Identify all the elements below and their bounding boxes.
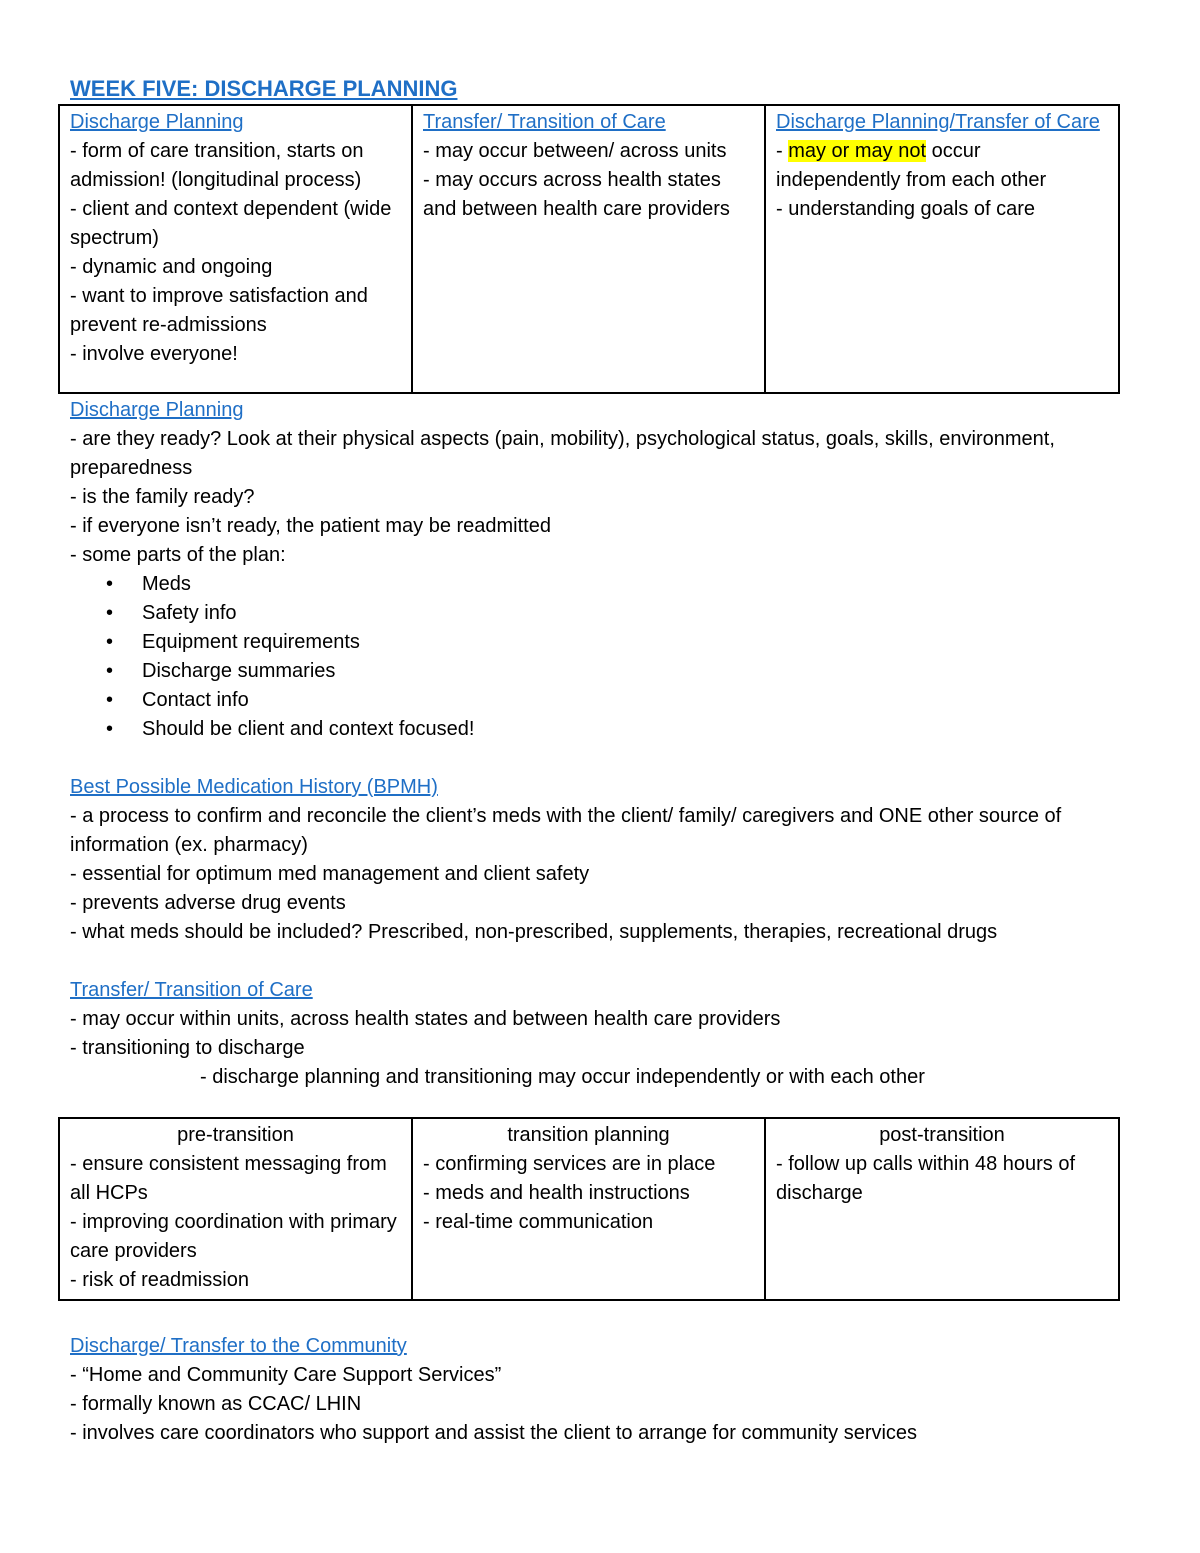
list-item-text: Equipment requirements (142, 631, 360, 653)
bullet-icon: • (106, 660, 114, 682)
list-item-text: Contact info (142, 689, 249, 711)
section-heading-discharge-planning: Discharge Planning (70, 399, 244, 421)
section-line: - essential for optimum med management and client safety (70, 863, 590, 885)
cell-line: - improving coordination with primary care providers (70, 1211, 397, 1262)
overview-cell-discharge-transfer (765, 105, 1119, 393)
plan-parts-list (70, 570, 1130, 744)
cell-heading: Transfer/ Transition of Care (423, 111, 666, 133)
list-item-text: Should be client and context focused! (142, 718, 475, 740)
phase-cell-pre-transition (59, 1118, 412, 1300)
section-heading-community: Discharge/ Transfer to the Community (70, 1335, 407, 1357)
cell-line: - risk of readmission (70, 1269, 249, 1291)
cell-line: - understanding goals of care (776, 198, 1036, 220)
bullet-icon: • (106, 573, 114, 595)
section-heading-transfer: Transfer/ Transition of Care (70, 979, 313, 1001)
overview-table (58, 104, 1120, 394)
section-line: - are they ready? Look at their physical aspects (pain, mobility), psychological status, goals, skills, environment, preparedness (70, 428, 1055, 479)
cell-heading: Discharge Planning (70, 111, 244, 133)
bullet-icon: • (106, 631, 114, 653)
cell-line: - may occur between/ across units (423, 140, 727, 162)
cell-line: - confirming services are in place (423, 1153, 716, 1175)
transition-phases-table (58, 1117, 1120, 1301)
line-prefix: - (776, 140, 789, 162)
community-section (70, 1332, 1130, 1448)
section-line: - some parts of the plan: (70, 544, 286, 566)
bullet-icon: • (106, 689, 114, 711)
cell-line: - want to improve satisfaction and prevent re-admissions (70, 285, 368, 336)
cell-heading: pre-transition (177, 1124, 294, 1146)
section-line: - formally known as CCAC/ LHIN (70, 1393, 362, 1415)
bpmh-section (70, 773, 1130, 947)
section-line-indented: - discharge planning and transitioning may occur independently or with each other (200, 1066, 925, 1088)
section-line: - may occur within units, across health states and between health care providers (70, 1008, 781, 1030)
cell-line: - form of care transition, starts on admission! (longitudinal process) (70, 140, 364, 191)
overview-cell-discharge-planning (59, 105, 412, 393)
overview-cell-transfer-transition (412, 105, 765, 393)
cell-line: - may occurs across health states and between health care providers (423, 169, 730, 220)
cell-heading: transition planning (507, 1124, 670, 1146)
transition-table-row (59, 1118, 1119, 1300)
spacer (70, 1301, 1130, 1332)
list-item-text: Safety info (142, 602, 237, 624)
cell-line: - ensure consistent messaging from all HCPs (70, 1153, 387, 1204)
bullet-icon: • (106, 718, 114, 740)
highlighted-text: may or may not (788, 140, 927, 162)
phase-cell-transition-planning (412, 1118, 765, 1300)
cell-line: - dynamic and ongoing (70, 256, 273, 278)
cell-heading: post-transition (879, 1124, 1005, 1146)
section-line: - transitioning to discharge (70, 1037, 305, 1059)
discharge-planning-section (70, 396, 1130, 744)
overview-table-row (59, 105, 1119, 393)
spacer (70, 744, 1130, 773)
section-line: - is the family ready? (70, 486, 255, 508)
list-item-text: Discharge summaries (142, 660, 336, 682)
phase-cell-post-transition (765, 1118, 1119, 1300)
list-item (106, 686, 1130, 715)
spacer (70, 1092, 1130, 1117)
document-title: WEEK FIVE: DISCHARGE PLANNING (70, 76, 458, 101)
cell-line: - follow up calls within 48 hours of discharge (776, 1153, 1076, 1204)
bullet-icon: • (106, 602, 114, 624)
section-line: - involves care coordinators who support and assist the client to arrange for community services (70, 1422, 918, 1444)
list-item-text: Meds (142, 573, 191, 595)
transfer-section (70, 976, 1130, 1092)
document-page (70, 74, 1130, 1448)
list-item (106, 570, 1130, 599)
list-item (106, 599, 1130, 628)
section-line: - a process to confirm and reconcile the client’s meds with the client/ family/ caregivers and ONE other source of information (ex. pharmacy) (70, 805, 1062, 856)
cell-heading: Discharge Planning/Transfer of Care (776, 111, 1100, 133)
list-item (106, 715, 1130, 744)
spacer (70, 947, 1130, 976)
section-line: - prevents adverse drug events (70, 892, 346, 914)
cell-line: - involve everyone! (70, 343, 238, 365)
list-item (106, 657, 1130, 686)
section-heading-bpmh: Best Possible Medication History (BPMH) (70, 776, 438, 798)
cell-line (776, 137, 1108, 195)
section-line: - what meds should be included? Prescribed, non-prescribed, supplements, therapies, recreational drugs (70, 921, 998, 943)
section-line: - “Home and Community Care Support Services” (70, 1364, 502, 1386)
line-suffix: occur independently from each other (776, 140, 1047, 191)
section-line: - if everyone isn’t ready, the patient may be readmitted (70, 515, 551, 537)
cell-line: - meds and health instructions (423, 1182, 690, 1204)
cell-line: - client and context dependent (wide spectrum) (70, 198, 392, 249)
list-item (106, 628, 1130, 657)
cell-line: - real-time communication (423, 1211, 654, 1233)
